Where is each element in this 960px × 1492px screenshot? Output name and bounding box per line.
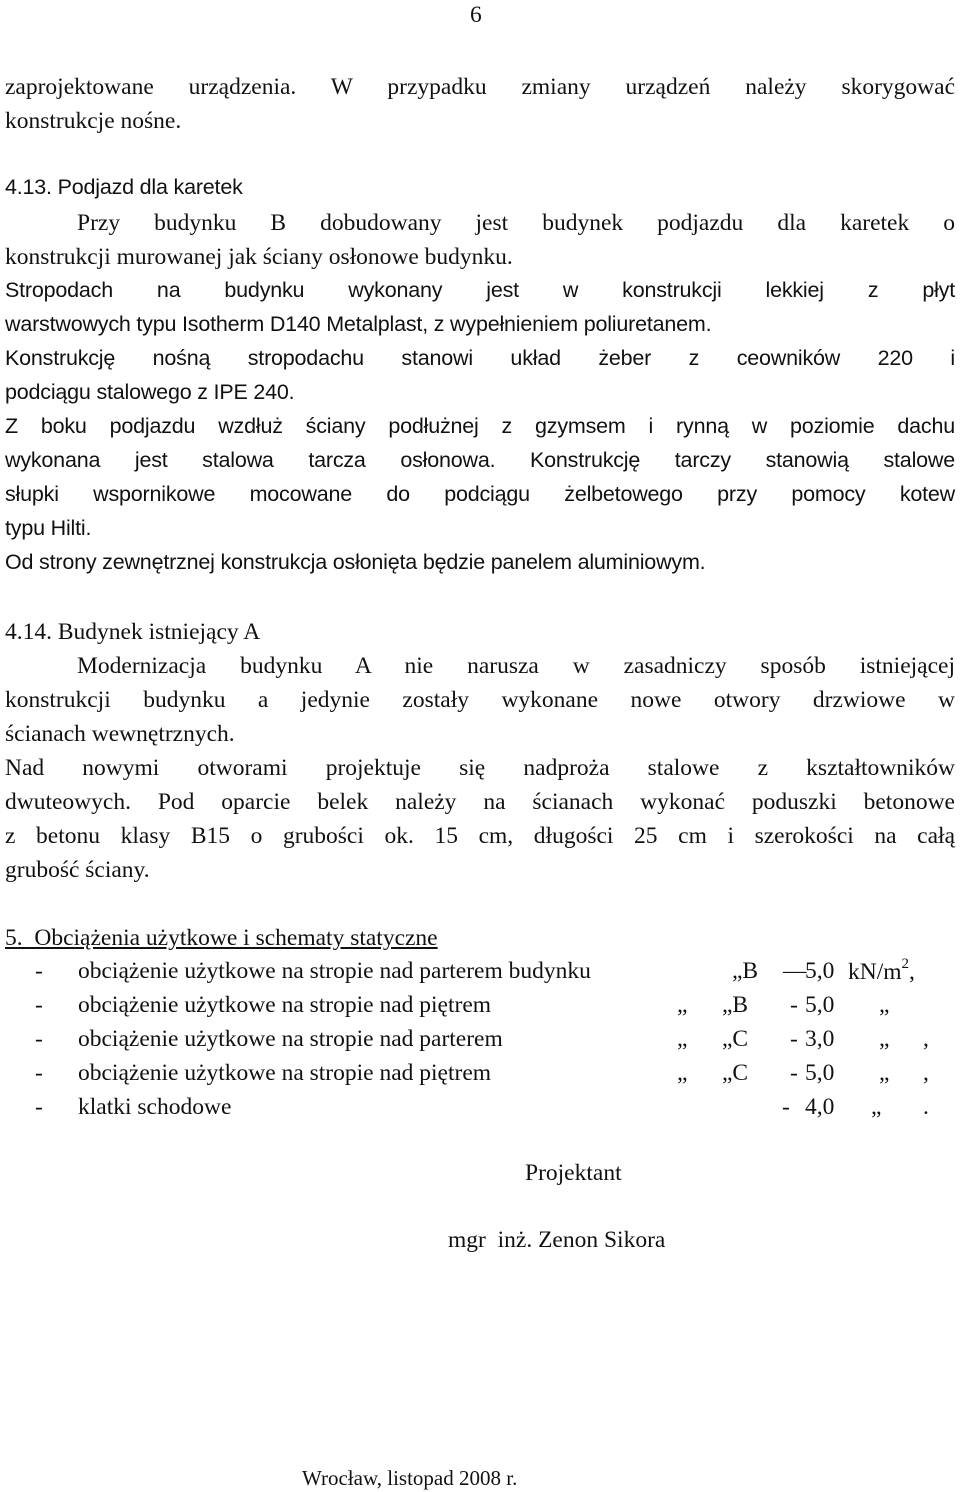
load-unit: „	[879, 1026, 890, 1052]
load-row	[5, 958, 955, 988]
load-ditto: „	[677, 1060, 688, 1086]
s414-line-5: z betonu klasy B15 o grubości ok. 15 cm, długości 25 cm i szerokości na całą	[5, 823, 955, 849]
s414-line-1: konstrukcji budynku a jedynie zostały wykonane nowe otwory drzwiowe w	[5, 687, 955, 713]
s413-line-8: słupki wspornikowe mocowane do podciągu żelbetowego przy pomocy kotew	[5, 482, 955, 506]
page-number: 6	[470, 2, 482, 28]
load-desc: obciążenie użytkowe na stropie nad parterem budynku	[78, 958, 591, 984]
load-unit: „	[879, 1060, 890, 1086]
load-unit	[848, 958, 915, 986]
load-end: .	[923, 1094, 929, 1120]
load-dash: -	[35, 992, 43, 1018]
load-unit: „	[879, 992, 890, 1018]
load-dash: -	[35, 958, 43, 984]
signature-name: mgr inż. Zenon Sikora	[448, 1227, 666, 1253]
load-end: ,	[923, 1026, 929, 1052]
load-building: „B	[732, 958, 759, 984]
section-4-14-heading: 4.14. Budynek istniejący A	[5, 619, 261, 645]
load-separator: -	[790, 992, 798, 1018]
load-value: 5,0	[805, 992, 835, 1018]
load-value: 5,0	[805, 958, 835, 984]
signature-role: Projektant	[525, 1160, 622, 1186]
s413-line-9: typu Hilti.	[5, 516, 92, 540]
load-dash: -	[35, 1060, 43, 1086]
s413-line-2: Stropodach na budynku wykonany jest w konstrukcji lekkiej z płyt	[5, 278, 955, 302]
intro-line-2: konstrukcje nośne.	[5, 108, 182, 134]
s413-line-4: Konstrukcję nośną stropodachu stanowi układ żeber z ceowników 220 i	[5, 346, 955, 370]
load-end: ,	[909, 958, 915, 985]
s413-line-5: podciągu stalowego z IPE 240.	[5, 380, 295, 404]
load-building: „C	[722, 1026, 749, 1052]
load-ditto: „	[677, 992, 688, 1018]
section-5-heading-text: 5. Obciążenia użytkowe i schematy statyczne	[5, 925, 438, 951]
load-dash: -	[35, 1026, 43, 1052]
load-separator: —	[783, 958, 807, 984]
load-unit: „	[871, 1094, 882, 1120]
s413-line-7: wykonana jest stalowa tarcza osłonowa. Konstrukcję tarczy stanowią stalowe	[5, 448, 955, 472]
s413-line-1: konstrukcji murowanej jak ściany osłonowe budynku.	[5, 244, 513, 270]
s414-line-4: dwuteowych. Pod oparcie belek należy na ścianach wykonać poduszki betonowe	[5, 789, 955, 815]
intro-line-1: zaprojektowane urządzenia. W przypadku zmiany urządzeń należy skorygować	[5, 74, 955, 100]
load-building: „C	[722, 1060, 749, 1086]
footer-place-date: Wrocław, listopad 2008 r.	[302, 1466, 518, 1490]
s413-line-0: Przy budynku B dobudowany jest budynek podjazdu dla karetek o	[77, 210, 955, 236]
load-dash: -	[35, 1094, 43, 1120]
load-end: ,	[923, 1060, 929, 1086]
load-separator: -	[782, 1094, 790, 1120]
s414-line-0: Modernizacja budynku A nie narusza w zasadniczy sposób istniejącej	[77, 653, 955, 679]
load-value: 4,0	[805, 1094, 835, 1120]
s413-line-10: Od strony zewnętrznej konstrukcja osłonięta będzie panelem aluminiowym.	[5, 550, 706, 574]
load-desc: klatki schodowe	[78, 1094, 232, 1120]
load-separator: -	[790, 1060, 798, 1086]
s414-line-6: grubość ściany.	[5, 857, 150, 883]
load-unit-sup: 2	[901, 956, 910, 972]
load-row	[5, 992, 955, 1022]
load-ditto: „	[677, 1026, 688, 1052]
load-value: 3,0	[805, 1026, 835, 1052]
load-desc: obciążenie użytkowe na stropie nad piętrem	[78, 1060, 492, 1086]
load-building: „B	[722, 992, 749, 1018]
load-separator: -	[790, 1026, 798, 1052]
load-row	[5, 1026, 955, 1056]
s413-line-3: warstwowych typu Isotherm D140 Metalplast, z wypełnieniem poliuretanem.	[5, 312, 712, 336]
load-row	[5, 1094, 955, 1124]
s414-line-2: ścianach wewnętrznych.	[5, 721, 235, 747]
load-desc: obciążenie użytkowe na stropie nad parterem	[78, 1026, 503, 1052]
load-value: 5,0	[805, 1060, 835, 1086]
load-unit-text: kN/m	[848, 958, 902, 985]
section-4-13-heading: 4.13. Podjazd dla karetek	[5, 175, 243, 199]
load-desc: obciążenie użytkowe na stropie nad piętrem	[78, 992, 492, 1018]
s413-line-6: Z boku podjazdu wzdłuż ściany podłużnej z gzymsem i rynną w poziomie dachu	[5, 414, 955, 438]
s414-line-3: Nad nowymi otworami projektuje się nadproża stalowe z kształtowników	[5, 755, 955, 781]
load-row	[5, 1060, 955, 1090]
section-5-heading	[5, 924, 955, 952]
